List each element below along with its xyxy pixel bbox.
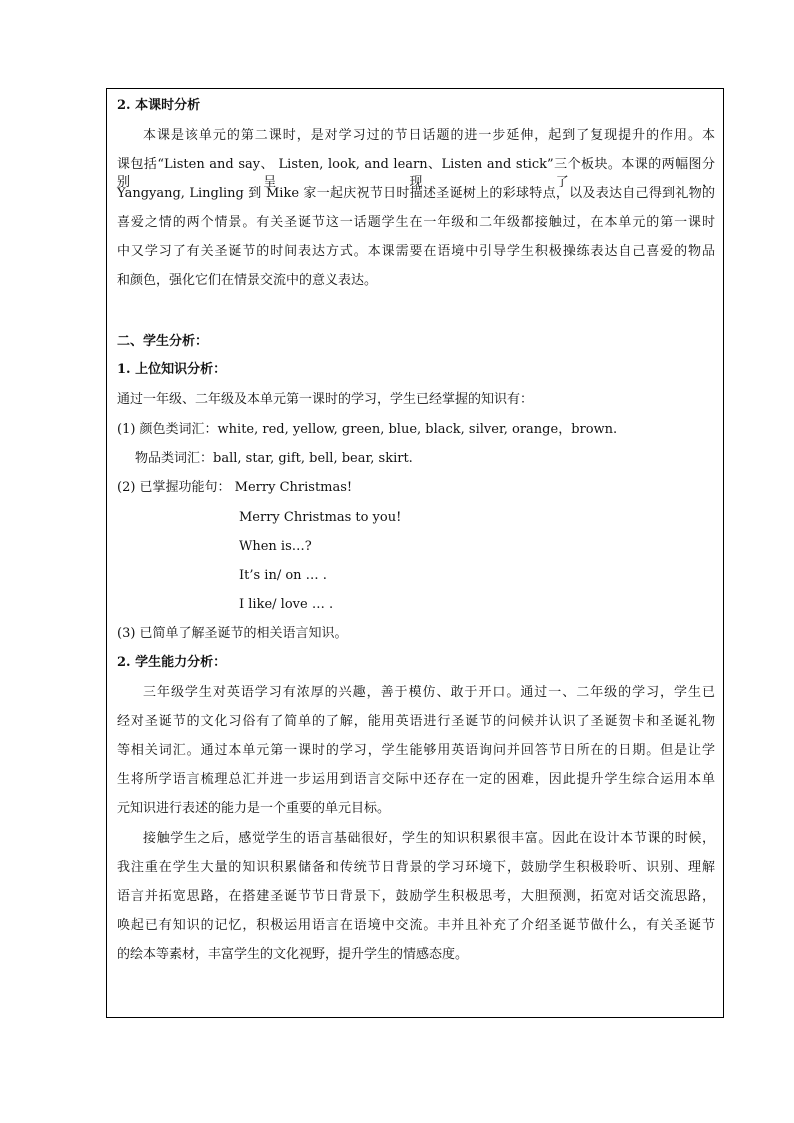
paragraph-line: 语言并拓宽思路，在搭建圣诞节节日背景下，鼓励学生积极思考，大胆预测，拓宽对话交流思路， [117,889,715,904]
paragraph-line: 唤起已有知识的记忆，积极运用语言在语境中交流。丰并且补充了介绍圣诞节做什么，有关圣诞节 [117,918,715,933]
function-sentence: When is…? [239,539,312,554]
paragraph-line: 本课是该单元的第二课时，是对学习过的节日话题的进一步延伸，起到了复现提升的作用。本 [143,128,715,143]
function-sentence: It’s in/ on … . [239,568,327,583]
function-sentence: Merry Christmas to you! [239,510,402,525]
list-item-objects: 物品类词汇：ball, star, gift, bell, bear, skirt. [135,451,413,466]
paragraph-line: 中又学习了有关圣诞节的时间表达方式。本课需要在语境中引导学生积极操练表达自己喜爱的物品 [117,244,715,259]
list-item-functions: (2) 已掌握功能句： Merry Christmas! [117,480,353,495]
paragraph-line: 三年级学生对英语学习有浓厚的兴趣，善于模仿、敢于开口。通过一、二年级的学习，学生已 [143,685,715,700]
paragraph-line: 等相关词汇。通过本单元第一课时的学习，学生能够用英语询问并回答节日所在的日期。但是让学 [117,743,715,758]
section-heading-student-analysis: 二、学生分析： [117,334,209,349]
paragraph-line: 的绘本等素材，丰富学生的文化视野，提升学生的情感态度。 [117,947,469,962]
paragraph-line: 接触学生之后，感觉学生的语言基础很好，学生的知识积累很丰富。因此在设计本节课的时候， [143,831,715,846]
section-heading-lesson-analysis: 2. 本课时分析 [117,98,201,113]
list-item-christmas-knowledge: (3) 已简单了解圣诞节的相关语言知识。 [117,626,348,641]
intro-text: 通过一年级、二年级及本单元第一课时的学习，学生已经掌握的知识有： [117,392,534,407]
paragraph-line: 生将所学语言梳理总汇并进一步运用到语言交际中还存在一定的困难，因此提升学生综合运用本单 [117,772,715,787]
subheading-student-ability: 2. 学生能力分析： [117,655,227,670]
paragraph-line: 喜爱之情的两个情景。有关圣诞节这一话题学生在一年级和二年级都接触过，在本单元的第一课时 [117,215,715,230]
subheading-prior-knowledge: 1. 上位知识分析： [117,362,227,377]
function-sentence: I like/ love … . [239,597,334,612]
paragraph-line: 我注重在学生大量的知识积累储备和传统节日背景的学习环境下，鼓励学生积极聆听、识别、理解 [117,860,715,875]
list-item-colors: (1) 颜色类词汇：white, red, yellow, green, blue, black, silver, orange，brown. [117,422,618,437]
paragraph-line: 课包括“Listen and say、 Listen, look, and learn、Listen and stick”三个板块。本课的两幅图分别呈现了， [117,157,715,190]
paragraph-line: Yangyang, Lingling 到 Mike 家一起庆祝节日时描述圣诞树上的彩球特点，以及表达自己得到礼物的 [117,186,715,201]
paragraph-line: 和颜色，强化它们在情景交流中的意义表达。 [117,273,378,288]
paragraph-line: 元知识进行表述的能力是一个重要的单元目标。 [117,801,391,816]
document-frame [106,88,724,1018]
paragraph-line: 经对圣诞节的文化习俗有了简单的了解，能用英语进行圣诞节的问候并认识了圣诞贺卡和圣诞礼物 [117,714,715,729]
